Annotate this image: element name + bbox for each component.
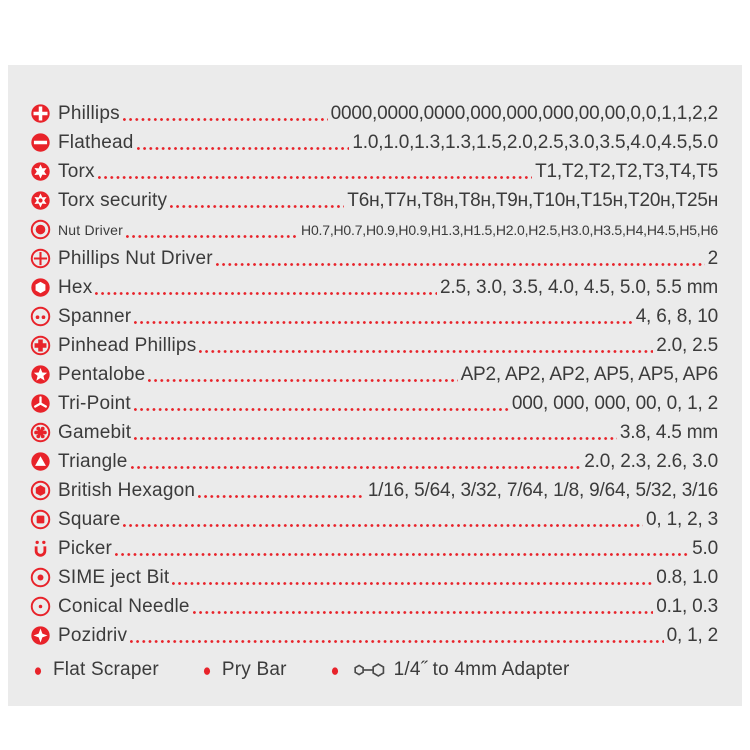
footer-item	[199, 659, 287, 681]
conical-needle-icon	[30, 596, 51, 617]
dotted-leader	[134, 437, 617, 440]
square-icon	[30, 509, 51, 530]
spec-label: Phillips Nut Driver	[58, 247, 213, 269]
nut-driver-icon	[30, 219, 51, 240]
spec-values: 0, 1, 2	[666, 624, 718, 646]
spec-values: AP2, AP2, AP2, AP5, AP5, AP6	[460, 363, 718, 385]
spec-label: British Hexagon	[58, 479, 196, 501]
spec-values: 0000,0000,0000,000,000,000,00,00,0,0,1,1,2,2	[330, 102, 718, 124]
footer-row	[30, 655, 718, 685]
spec-label: SIME ject Bit	[58, 566, 170, 588]
sime-ject-icon	[30, 567, 51, 588]
tri-point-icon	[30, 393, 51, 414]
spec-values: 2.0, 2.5	[656, 334, 718, 356]
spec-row	[30, 302, 718, 331]
spec-label: Hex	[58, 276, 93, 298]
spec-row	[30, 621, 718, 650]
spec-values: T1,T2,T2,T2,T3,T4,T5	[535, 160, 718, 182]
spec-label: Torx	[58, 160, 95, 182]
spec-row	[30, 273, 718, 302]
spec-values: 1/16, 5/64, 3/32, 7/64, 1/8, 9/64, 5/32, 3/16	[367, 479, 718, 501]
torx-icon	[30, 161, 51, 182]
spec-values: 4, 6, 8, 10	[635, 305, 718, 327]
phillips-icon	[30, 103, 51, 124]
dotted-leader	[170, 205, 344, 208]
spec-row	[30, 215, 718, 244]
spec-row	[30, 157, 718, 186]
dotted-leader	[130, 640, 663, 643]
spec-list	[30, 99, 718, 650]
dotted-leader	[123, 524, 643, 527]
dotted-leader	[216, 263, 705, 266]
spec-row	[30, 244, 718, 273]
phillips-nut-driver-icon	[30, 248, 51, 269]
dot-icon	[327, 661, 343, 680]
gamebit-icon	[30, 422, 51, 443]
dotted-leader	[172, 582, 653, 585]
dot-icon	[199, 661, 215, 680]
footer-label: Pry Bar	[221, 659, 287, 680]
dotted-leader	[193, 611, 654, 614]
torx-security-icon	[30, 190, 51, 211]
dotted-leader	[198, 495, 365, 498]
spec-values: 5.0	[692, 537, 718, 559]
british-hexagon-icon	[30, 480, 51, 501]
footer-item	[30, 659, 159, 681]
spec-row	[30, 128, 718, 157]
dotted-leader	[199, 350, 653, 353]
dotted-leader	[126, 235, 298, 238]
dotted-leader	[137, 147, 350, 150]
hex-icon	[30, 277, 51, 298]
dot-icon	[30, 661, 46, 680]
spec-label: Square	[58, 508, 121, 530]
adapter-hex-icon	[350, 659, 392, 681]
spec-row	[30, 331, 718, 360]
spec-label: Pentalobe	[58, 363, 146, 385]
spec-values: T6ʜ,T7ʜ,T8ʜ,T8ʜ,T9ʜ,T10ʜ,T15ʜ,T20ʜ,T25ʜ	[347, 189, 718, 211]
flathead-icon	[30, 132, 51, 153]
dotted-leader	[98, 176, 532, 179]
dotted-leader	[134, 408, 509, 411]
spec-values: 3.8, 4.5 mm	[619, 421, 718, 443]
spanner-icon	[30, 306, 51, 327]
spec-values: 2.0, 2.3, 2.6, 3.0	[584, 450, 718, 472]
spec-label: Torx security	[58, 189, 168, 211]
pentalobe-icon	[30, 364, 51, 385]
spec-row	[30, 563, 718, 592]
spec-values: 000, 000, 000, 00, 0, 1, 2	[511, 392, 718, 414]
spec-label: Phillips	[58, 102, 120, 124]
spec-values: 2	[707, 247, 718, 269]
spec-values: H0.7,H0.7,H0.9,H0.9,H1.3,H1.5,H2.0,H2.5,H3.0,H3.5,H4,H4.5,H5,H6	[301, 221, 718, 238]
spec-label: Picker	[58, 537, 112, 559]
spec-row	[30, 418, 718, 447]
spec-values: 1.0,1.0,1.3,1.3,1.5,2.0,2.5,3.0,3.5,4.0,4.5,5.0	[352, 131, 718, 153]
dotted-leader	[115, 553, 689, 556]
dotted-leader	[95, 292, 437, 295]
dotted-leader	[134, 321, 632, 324]
spec-values: 0.8, 1.0	[656, 566, 718, 588]
footer-item	[327, 659, 570, 681]
spec-label: Triangle	[58, 450, 128, 472]
spec-label: Conical Needle	[58, 595, 190, 617]
spec-row	[30, 476, 718, 505]
spec-row	[30, 505, 718, 534]
triangle-icon	[30, 451, 51, 472]
spec-values: 0, 1, 2, 3	[646, 508, 718, 530]
spec-row	[30, 389, 718, 418]
spec-label: Flathead	[58, 131, 134, 153]
spec-row	[30, 534, 718, 563]
dotted-leader	[148, 379, 457, 382]
spec-row	[30, 592, 718, 621]
dotted-leader	[123, 118, 328, 121]
spec-row	[30, 447, 718, 476]
picker-icon	[30, 538, 51, 559]
spec-label: Tri-Point	[58, 392, 131, 414]
spec-values: 0.1, 0.3	[656, 595, 718, 617]
spec-values: 2.5, 3.0, 3.5, 4.0, 4.5, 5.0, 5.5 mm	[440, 276, 718, 298]
dotted-leader	[131, 466, 582, 469]
spec-label: Gamebit	[58, 421, 132, 443]
footer-label: Flat Scraper	[53, 659, 159, 680]
spec-row	[30, 360, 718, 389]
spec-panel	[8, 65, 742, 706]
spec-label: Pozidriv	[58, 624, 128, 646]
footer-label: 1/4˝ to 4mm Adapter	[393, 659, 570, 680]
spec-label: Pinhead Phillips	[58, 334, 197, 356]
pinhead-phillips-icon	[30, 335, 51, 356]
pozidriv-icon	[30, 625, 51, 646]
spec-label: Nut Driver	[58, 221, 124, 238]
spec-row	[30, 186, 718, 215]
spec-row	[30, 99, 718, 128]
spec-label: Spanner	[58, 305, 132, 327]
